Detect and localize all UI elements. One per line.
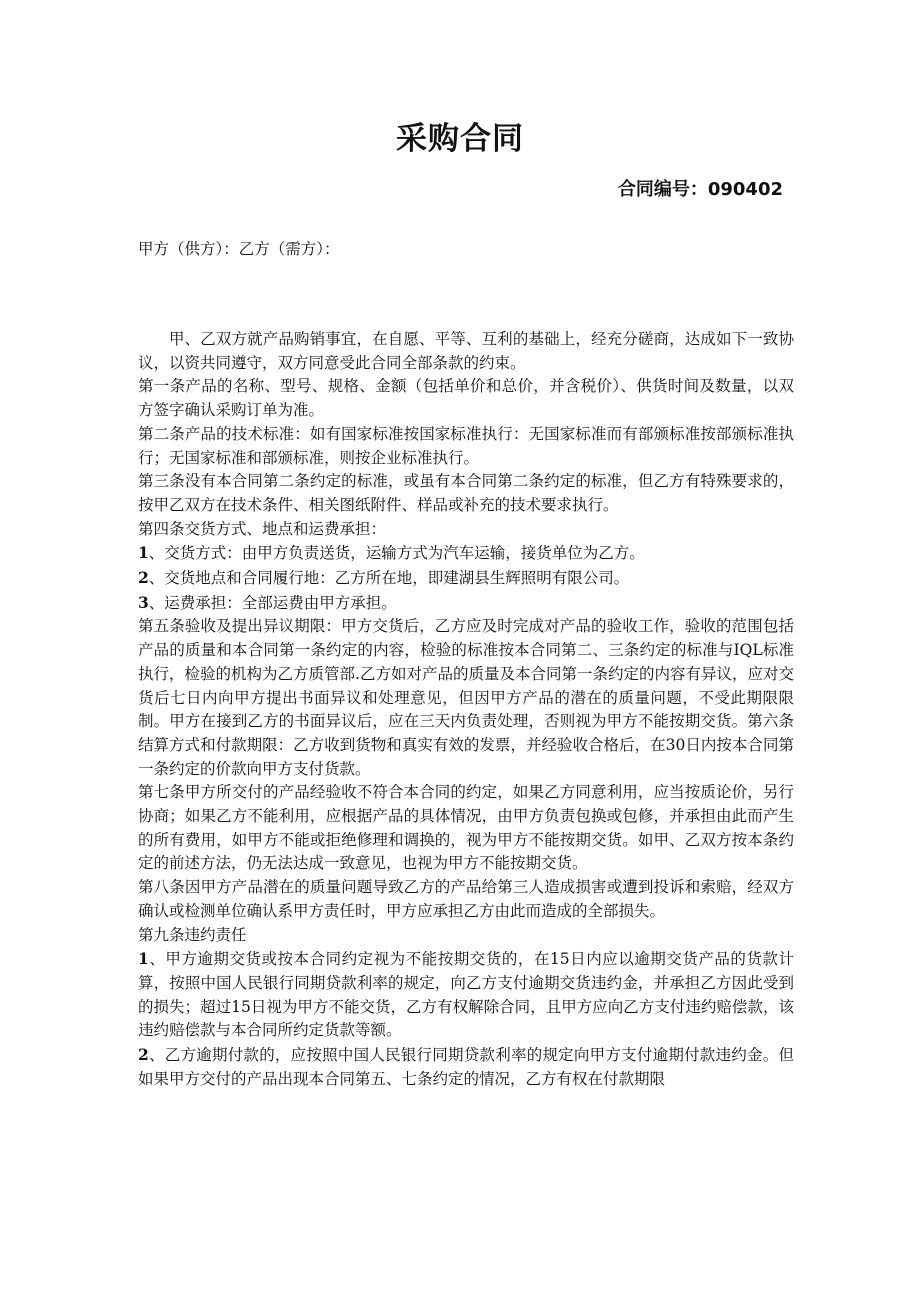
- paragraph-article-1: 第一条产品的名称、型号、规格、金额（包括单价和总价，并含税价）、供货时间及数量，以双方签字确认采购订单为准。: [138, 377, 794, 420]
- paragraph-article-4-item-1: 1、交货方式：由甲方负责送货，运输方式为汽车运输，接货单位为乙方。: [138, 543, 645, 563]
- paragraph-article-9: 第九条违约责任: [138, 925, 247, 944]
- paragraph-article-2: 第二条产品的技术标准：如有国家标准按国家标准执行：无国家标准而有部颁标准按部颁标准执行；无国家标准和部颁标准，则按企业标准执行。: [138, 424, 794, 467]
- paragraph-article-4: 第四条交货方式、地点和运费承担：: [138, 519, 387, 538]
- paragraph-article-4-item-3: 3、运费承担：全部运费由甲方承担。: [138, 592, 397, 612]
- paragraph-article-5-6: 第五条验收及提出异议期限：甲方交货后，乙方应及时完成对产品的验收工作，验收的范围包括产品的质量和本合同第一条约定的内容，检验的标准按本合同第二、三条约定的标准与IQL标准执行，检验的机构为乙方质管部.乙方如对产品的质量及本合同第一条约定的内容有异议，应对交货后七日内向甲方提出书面异议和处理意见，但因甲方产品的潜在的质量问题，不受此期限限制。甲方在接到乙方的书面异议后，应在三天内负责处理，否则视为甲方不能按期交货。第六条结算方式和付款期限：乙方收到货物和真实有效的发票，并经验收合格后，在30日内按本合同第一条约定的价款向甲方支付货款。: [138, 617, 794, 778]
- paragraph-article-3: 第三条没有本合同第二条约定的标准，或虽有本合同第二条约定的标准，但乙方有特殊要求的，按甲乙双方在技术条件、相关图纸附件、样品或补充的技术要求执行。: [138, 472, 794, 514]
- contract-body: [138, 328, 794, 1092]
- contract-number: 合同编号：090402: [617, 179, 783, 200]
- paragraph-article-7: 第七条甲方所交付的产品经验收不符合本合同的约定，如果乙方同意利用，应当按质论价，另行协商；如果乙方不能利用，应根据产品的具体情况，由甲方负责包换或包修，并承担由此而产生的所有费用，如甲方不能或拒绝修理和调换的，视为甲方不能按期交货。如甲、乙双方按本条约定的前述方法，仍无法达成一致意见，也视为甲方不能按期交货。: [138, 783, 794, 873]
- paragraph-article-8: 第八条因甲方产品潜在的质量问题导致乙方的产品给第三人造成损害或遭到投诉和索赔，经双方确认或检测单位确认系甲方责任时，甲方应承担乙方由此而造成的全部损失。: [138, 878, 794, 920]
- paragraph-intro: 甲、乙双方就产品购销事宜，在自愿、平等、互利的基础上，经充分磋商，达成如下一致协议，以资共同遵守，双方同意受此合同全部条款的约束。: [138, 330, 794, 372]
- document-title: 采购合同: [396, 121, 524, 157]
- parties-line: 甲方（供方）：乙方（需方）：: [138, 240, 340, 258]
- paragraph-article-4-item-2: 2、交货地点和合同履行地：乙方所在地，即建湖县生辉照明有限公司。: [138, 568, 630, 588]
- paragraph-article-9-item-2: 2、乙方逾期付款的，应按照中国人民银行同期贷款利率的规定向甲方支付逾期付款违约金。但如果甲方交付的产品出现本合同第五、七条约定的情况，乙方有权在付款期限: [138, 1045, 794, 1088]
- paragraph-article-9-item-1: 1、甲方逾期交货或按本合同约定视为不能按期交货的，在15日内应以逾期交货产品的货款计算，按照中国人民银行同期贷款利率的规定，向乙方支付逾期交货违约金，并承担乙方因此受到的损失；超过15日视为甲方不能交货，乙方有权解除合同，且甲方应向乙方支付违约赔偿款，该违约赔偿款与本合同所约定货款等额。: [138, 949, 794, 1040]
